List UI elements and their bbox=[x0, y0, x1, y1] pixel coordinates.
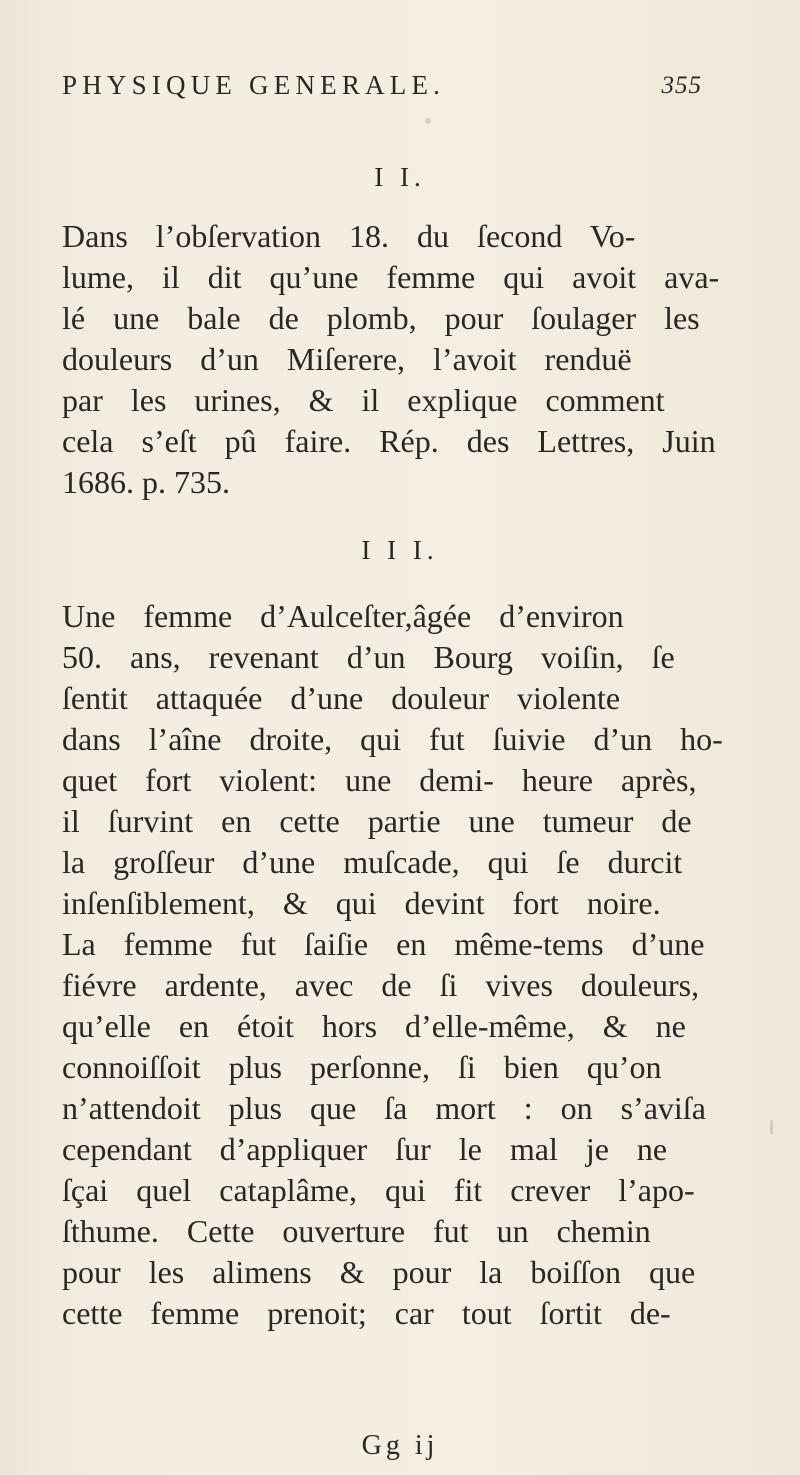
running-title: PHYSIQUE GENERALE. bbox=[62, 70, 446, 100]
text-line: connoiſſoit plus perſonne, ſi bien qu’on bbox=[62, 1049, 662, 1085]
signature-mark: Gg ij bbox=[361, 1430, 439, 1461]
page-number: 355 bbox=[661, 72, 702, 99]
text-line: lé une bale de plomb, pour ſoulager les bbox=[62, 300, 700, 336]
text-line: par les urines, & il explique comment bbox=[62, 382, 665, 418]
text-line: ſçai quel cataplâme, qui fit crever l’apo- bbox=[62, 1172, 695, 1208]
text-line: n’attendoit plus que ſa mort : on s’aviſa bbox=[62, 1090, 706, 1126]
text-line: pour les alimens & pour la boiſſon que bbox=[62, 1254, 696, 1290]
ink-spot bbox=[425, 118, 431, 124]
text-line: ſthume. Cette ouverture fut un chemin bbox=[62, 1213, 651, 1249]
text-line: douleurs d’un Miſerere, l’avoit renduë bbox=[62, 341, 632, 377]
text-line: La femme fut ſaiſie en même-tems d’une bbox=[62, 926, 705, 962]
text-line: cette femme prenoit; car tout ſortit de- bbox=[62, 1295, 671, 1331]
text-line: cependant d’appliquer ſur le mal je ne bbox=[62, 1131, 668, 1167]
text-line: il ſurvint en cette partie une tumeur de bbox=[62, 803, 692, 839]
text-line: quet fort violent: une demi- heure après, bbox=[62, 762, 697, 798]
text-line: Dans l’obſervation 18. du ſecond Vo- bbox=[62, 218, 636, 254]
running-head bbox=[62, 70, 702, 110]
paragraph-section-2 bbox=[62, 216, 767, 503]
text-line: dans l’aîne droite, qui fut ſuivie d’un ho- bbox=[62, 721, 723, 757]
text-line: Une femme d’Aulceſter,âgée d’environ bbox=[62, 598, 624, 634]
paragraph-section-3 bbox=[62, 596, 767, 1334]
text-line: 50. ans, revenant d’un Bourg voiſin, ſe bbox=[62, 639, 675, 675]
text-line: 1686. p. 735. bbox=[62, 464, 230, 500]
text-line: qu’elle en étoit hors d’elle-même, & ne bbox=[62, 1008, 686, 1044]
section-number-2: I I. bbox=[374, 162, 426, 192]
text-line: lume, il dit qu’une femme qui avoit ava- bbox=[62, 259, 720, 295]
text-line: fiévre ardente, avec de ſi vives douleurs, bbox=[62, 967, 700, 1003]
section-number-3: I I I. bbox=[361, 535, 439, 565]
text-line: cela s’eſt pû faire. Rép. des Lettres, Juin bbox=[62, 423, 716, 459]
text-line: la groſſeur d’une muſcade, qui ſe durcit bbox=[62, 844, 683, 880]
text-line: inſenſiblement, & qui devint fort noire. bbox=[62, 885, 661, 921]
text-line: ſentit attaquée d’une douleur violente bbox=[62, 680, 621, 716]
ink-mark bbox=[770, 1120, 773, 1134]
